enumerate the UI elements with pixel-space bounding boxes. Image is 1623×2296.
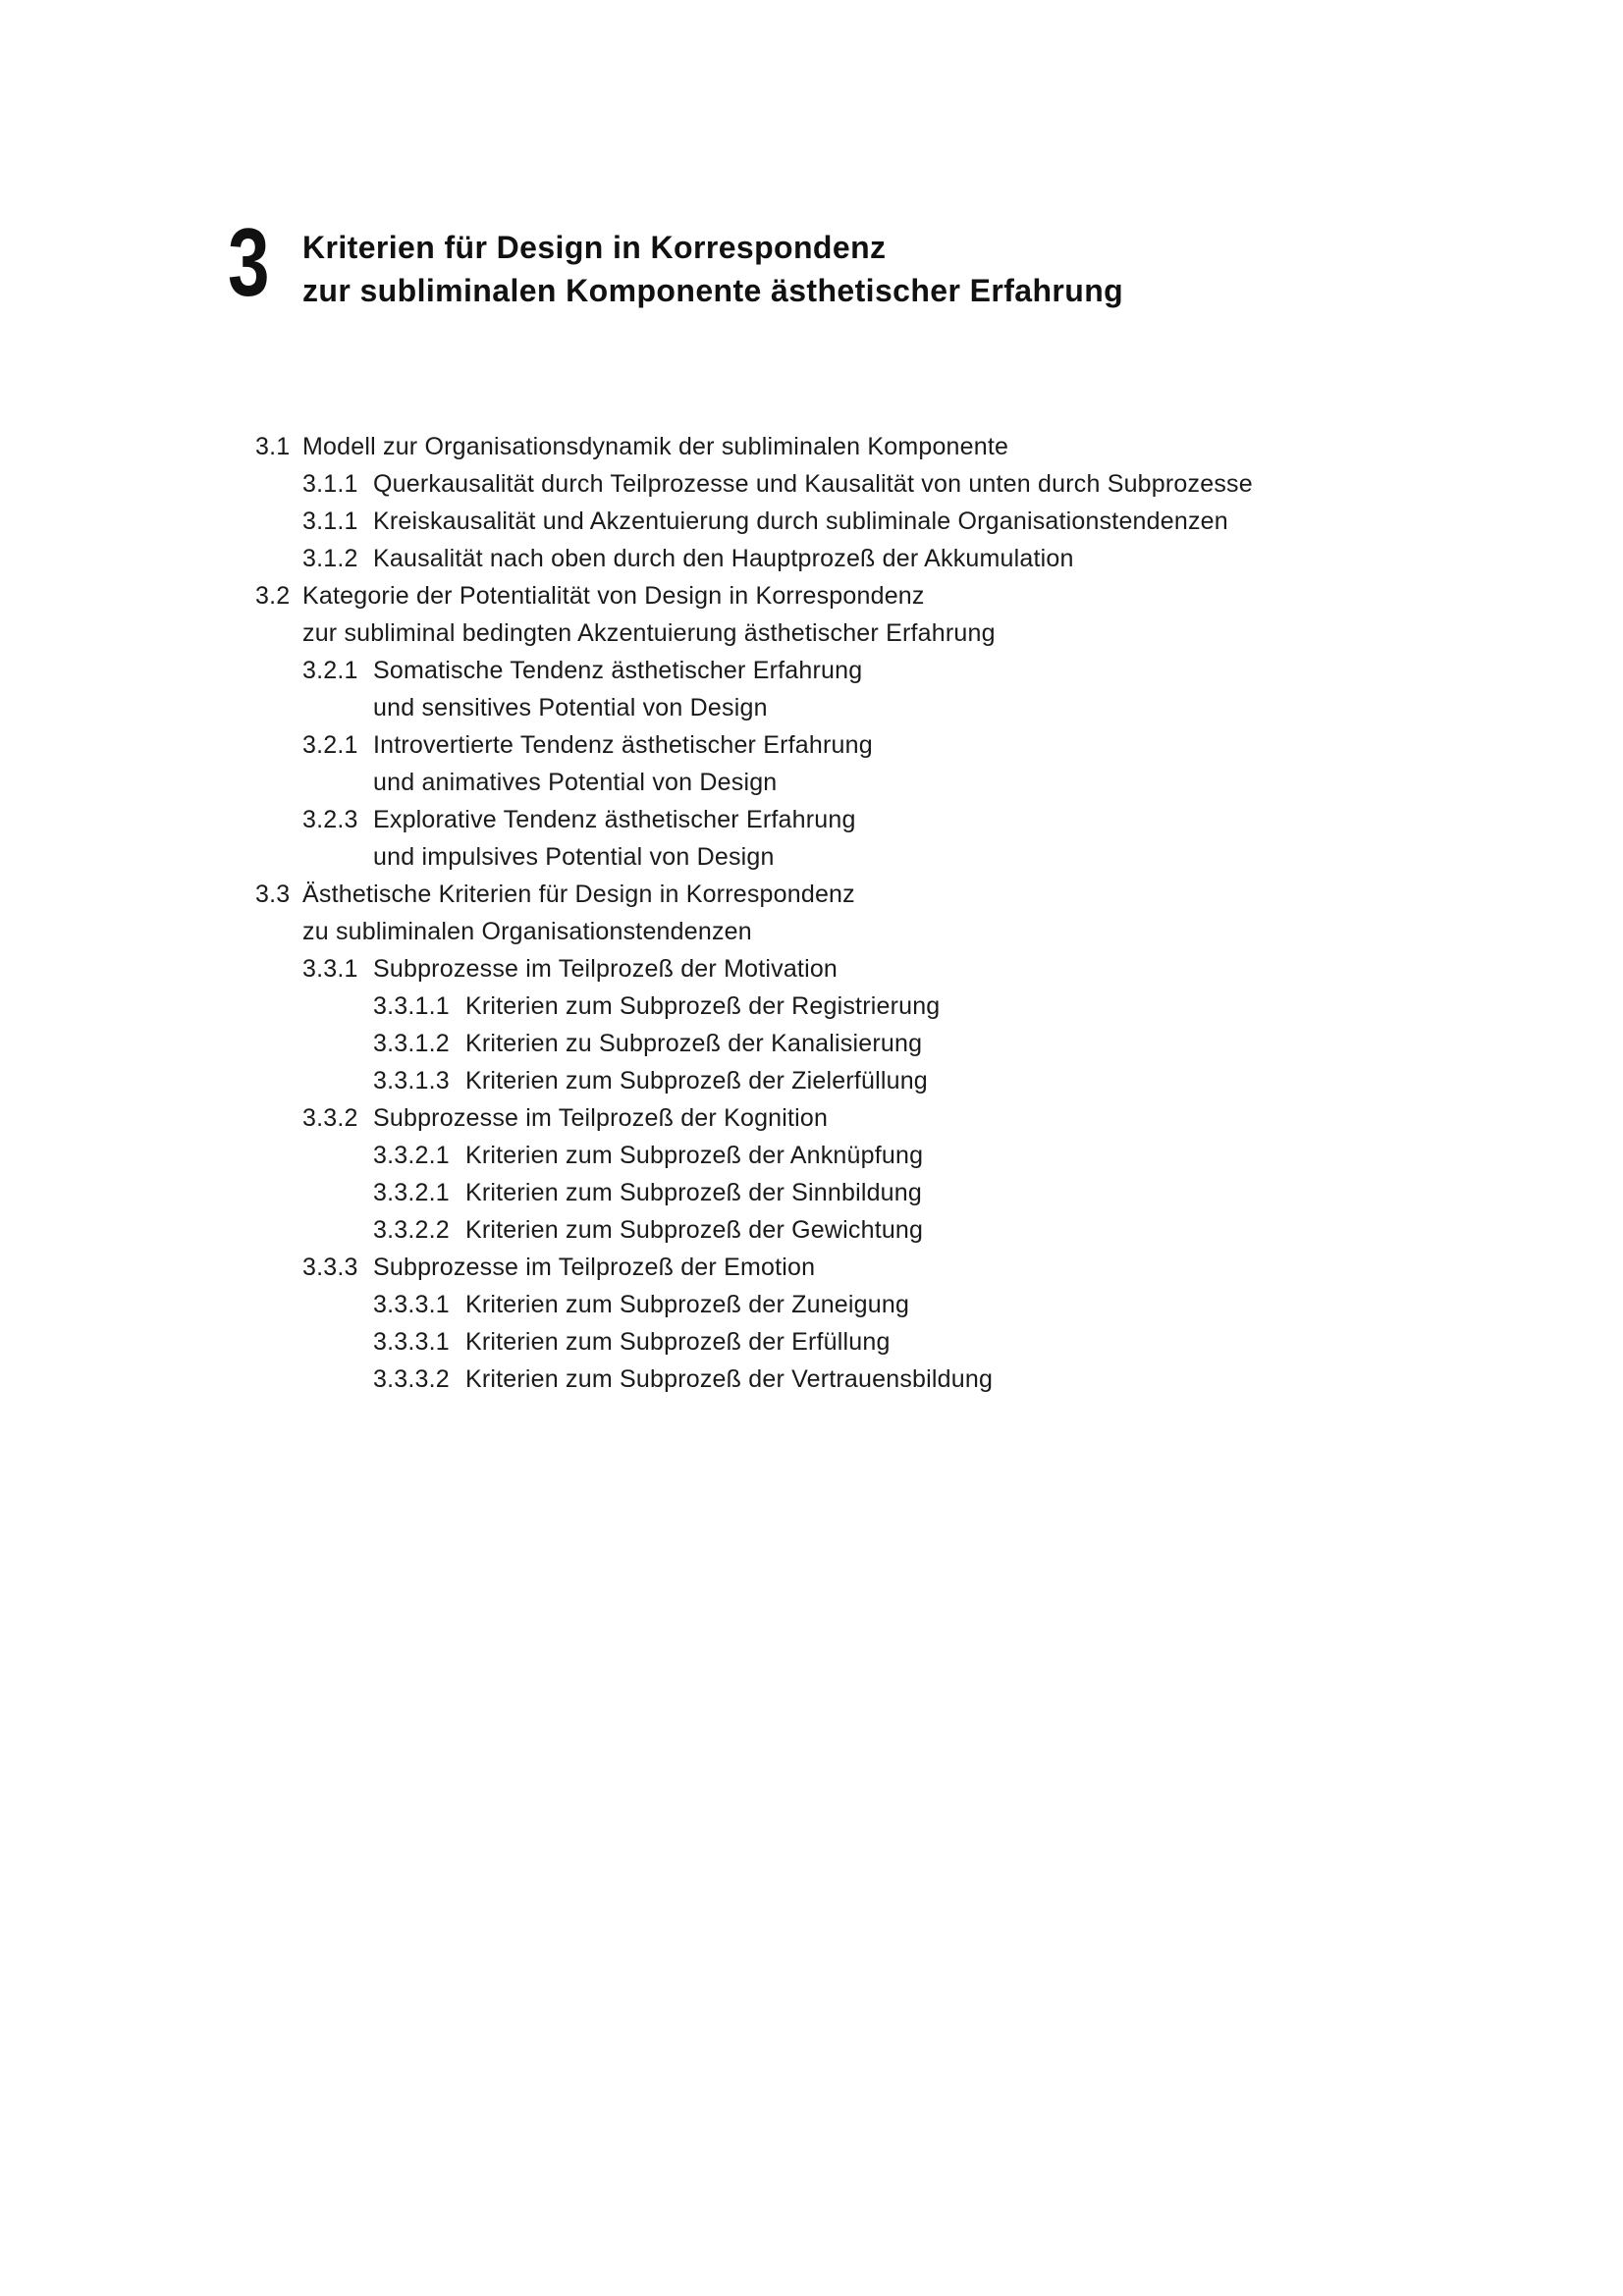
toc-entry-number: 3.3.2.1 xyxy=(373,1142,450,1169)
toc-entry xyxy=(0,614,1623,652)
toc-entry-number: 3.3.1.2 xyxy=(373,1030,450,1057)
toc-entry-text: Kriterien zum Subprozeß der Erfüllung xyxy=(465,1328,891,1356)
toc-entry-text: Subprozesse im Teilprozeß der Emotion xyxy=(373,1254,816,1281)
toc-entry xyxy=(0,540,1623,577)
toc-entry-number: 3.2 xyxy=(255,582,291,610)
toc-entry-number: 3.2.1 xyxy=(302,657,358,684)
toc-entry xyxy=(0,1137,1623,1174)
toc-entry xyxy=(0,1323,1623,1361)
toc-entry-number: 3.1 xyxy=(255,433,291,460)
toc-entry xyxy=(0,1025,1623,1062)
chapter-number: 3 xyxy=(228,208,270,316)
toc-entry xyxy=(0,764,1623,801)
toc-entry xyxy=(0,652,1623,689)
toc-entry-text: und impulsives Potential von Design xyxy=(373,843,775,871)
toc-entry xyxy=(0,1211,1623,1249)
toc-entry-text: Kausalität nach oben durch den Hauptprozeß der Akkumulation xyxy=(373,545,1074,572)
chapter-title-line-1: Kriterien für Design in Korrespondenz xyxy=(302,230,887,265)
toc-entry-number: 3.3.2.1 xyxy=(373,1179,450,1206)
toc-entry-number: 3.3.2 xyxy=(302,1104,358,1132)
toc-entry xyxy=(0,876,1623,913)
toc-entry-text: Kriterien zum Subprozeß der Registrierung xyxy=(465,992,941,1020)
toc-entry-text: Kriterien zum Subprozeß der Zuneigung xyxy=(465,1291,910,1318)
toc-entry-text: Kriterien zum Subprozeß der Gewichtung xyxy=(465,1216,924,1244)
chapter-title-line-2: zur subliminalen Komponente ästhetischer Erfahrung xyxy=(302,273,1124,308)
toc-entry xyxy=(0,913,1623,950)
toc-entry-text: Kriterien zum Subprozeß der Vertrauensbildung xyxy=(465,1365,994,1393)
toc-entry xyxy=(0,988,1623,1025)
toc-entry-text: und animatives Potential von Design xyxy=(373,769,778,796)
toc-entry-number: 3.3.3.2 xyxy=(373,1365,450,1393)
toc-entry-text: zur subliminal bedingten Akzentuierung ästhetischer Erfahrung xyxy=(302,619,996,647)
toc-entry xyxy=(0,1361,1623,1398)
toc-entry xyxy=(0,1099,1623,1137)
toc-entry-text: Kreiskausalität und Akzentuierung durch subliminale Organisationstendenzen xyxy=(373,507,1228,535)
toc-entry xyxy=(0,465,1623,503)
toc-entry xyxy=(0,1174,1623,1211)
toc-entry-text: Kriterien zum Subprozeß der Sinnbildung xyxy=(465,1179,922,1206)
toc-entry-number: 3.1.1 xyxy=(302,470,358,498)
toc-entry-number: 3.1.1 xyxy=(302,507,358,535)
toc-entry xyxy=(0,1249,1623,1286)
toc-entry-text: Introvertierte Tendenz ästhetischer Erfahrung xyxy=(373,731,873,759)
toc-entry-number: 3.2.1 xyxy=(302,731,358,759)
toc-entry-number: 3.3.1 xyxy=(302,955,358,983)
toc-entry-number: 3.1.2 xyxy=(302,545,358,572)
toc-entry xyxy=(0,1286,1623,1323)
toc-entry-number: 3.3.1.3 xyxy=(373,1067,450,1095)
toc-entry xyxy=(0,1062,1623,1099)
toc-entry-text: zu subliminalen Organisationstendenzen xyxy=(302,918,752,945)
toc-entry-text: und sensitives Potential von Design xyxy=(373,694,768,721)
toc-entry-text: Somatische Tendenz ästhetischer Erfahrung xyxy=(373,657,863,684)
toc-entry-number: 3.2.3 xyxy=(302,806,358,833)
toc-entry-number: 3.3.3 xyxy=(302,1254,358,1281)
toc-entry-number: 3.3.3.1 xyxy=(373,1291,450,1318)
toc-entry-number: 3.3.3.1 xyxy=(373,1328,450,1356)
chapter-title xyxy=(302,226,1123,312)
toc-entry xyxy=(0,689,1623,726)
toc-entry-number: 3.3.2.2 xyxy=(373,1216,450,1244)
toc-entry xyxy=(0,950,1623,988)
toc-entry-text: Kriterien zum Subprozeß der Zielerfüllung xyxy=(465,1067,928,1095)
toc-entry-number: 3.3.1.1 xyxy=(373,992,450,1020)
toc-entry-text: Explorative Tendenz ästhetischer Erfahrung xyxy=(373,806,856,833)
toc-entry-text: Subprozesse im Teilprozeß der Motivation xyxy=(373,955,839,983)
toc-entry-text: Kriterien zu Subprozeß der Kanalisierung xyxy=(465,1030,923,1057)
toc-entry-number: 3.3 xyxy=(255,881,291,908)
toc-entry-text: Modell zur Organisationsdynamik der subliminalen Komponente xyxy=(302,433,1009,460)
toc-entry xyxy=(0,577,1623,614)
toc-entry-text: Ästhetische Kriterien für Design in Korrespondenz xyxy=(302,881,855,908)
table-of-contents xyxy=(0,428,1623,1398)
toc-entry xyxy=(0,726,1623,764)
toc-entry-text: Kriterien zum Subprozeß der Anknüpfung xyxy=(465,1142,924,1169)
toc-entry-text: Kategorie der Potentialität von Design in Korrespondenz xyxy=(302,582,925,610)
toc-entry xyxy=(0,503,1623,540)
toc-entry xyxy=(0,428,1623,465)
toc-entry-text: Querkausalität durch Teilprozesse und Kausalität von unten durch Subprozesse xyxy=(373,470,1253,498)
toc-entry xyxy=(0,838,1623,876)
toc-entry-text: Subprozesse im Teilprozeß der Kognition xyxy=(373,1104,829,1132)
toc-entry xyxy=(0,801,1623,838)
